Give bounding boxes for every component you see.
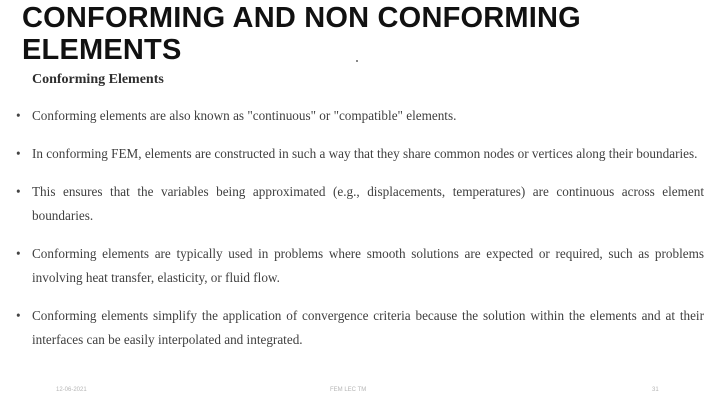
bullet-item: • Conforming elements are typically used in problems where smooth solutions are expected or required, such as problems involving heat transfer, elasticity, or fluid flow.: [14, 242, 704, 290]
footer-center-text: FEM LEC TM: [330, 387, 367, 393]
decorative-dot: [356, 60, 358, 62]
bullet-item: • Conforming elements are also known as "continuous" or "compatible" elements.: [14, 104, 704, 128]
footer-page-number: 31: [652, 387, 659, 393]
bullet-item: • Conforming elements simplify the application of convergence criteria because the solution within the elements and at their interfaces can be easily interpolated and integrated.: [14, 304, 704, 352]
bullet-item: • In conforming FEM, elements are constructed in such a way that they share common nodes or vertices along their boundaries.: [14, 142, 704, 166]
bullet-item: • This ensures that the variables being approximated (e.g., displacements, temperatures) are continuous across element boundaries.: [14, 180, 704, 228]
bullet-list: [14, 104, 704, 366]
section-subtitle: Conforming Elements: [32, 72, 164, 87]
slide-title: CONFORMING AND NON CONFORMING ELEMENTS: [22, 2, 581, 66]
footer-date: 12-06-2021: [56, 387, 87, 393]
